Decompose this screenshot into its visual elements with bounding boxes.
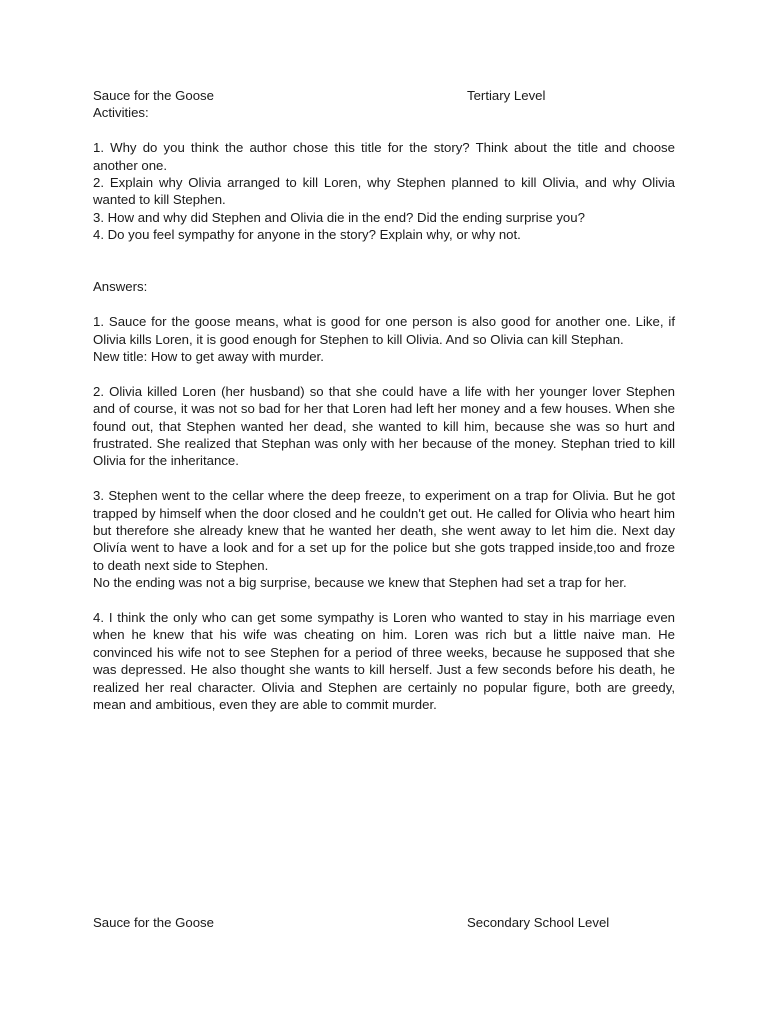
- activity-item: 2. Explain why Olivia arranged to kill Loren, why Stephen planned to kill Olivia, and why Olivia wanted to kill Stephen.: [93, 175, 675, 208]
- next-section-header: [93, 914, 675, 931]
- answers-heading: Answers:: [93, 279, 148, 295]
- answer-4: 4. I think the only who can get some sympathy is Loren who wanted to stay in his marriage even when he knew that his wife was cheating on him. Loren was rich but a little naive man. He convinced his wife not to see Stephen for a period of three weeks, because he supposed that she was depressed. He also thought she wants to kill herself. Just a few seconds before his death, he realized her real character. Olivia and Stephen are certainly no popular figure, both are greedy, mean and ambitious, even they are able to commit murder.: [93, 610, 675, 713]
- answer-3: 3. Stephen went to the cellar where the deep freeze, to experiment on a trap for Olivia. But he got trapped by himself when the door closed and he couldn't get out. He called for Olivia who heart him but therefore she already knew that he wanted her death, she went away to let him die. Next day Olivía went to have a look and for a set up for the police but she gots trapped inside,too and froze to death next side to Stephen.: [93, 488, 675, 573]
- footer-title: Sauce for the Goose: [93, 915, 214, 930]
- answer-3-ending: No the ending was not a big surprise, because we knew that Stephen had set a trap for her.: [93, 575, 627, 591]
- document-title: Sauce for the Goose: [93, 88, 214, 103]
- activity-item: 3. How and why did Stephen and Olivia die in the end? Did the ending surprise you?: [93, 209, 585, 225]
- footer-level-label: Secondary School Level: [467, 915, 610, 930]
- activities-heading: Activities:: [93, 105, 149, 121]
- answer-1-new-title: New title: How to get away with murder.: [93, 349, 324, 365]
- answer-1: 1. Sauce for the goose means, what is good for one person is also good for another one. Like, if Olivia kills Loren, it is good enough for Stephen to kill Olivia. And so Olivia can kill Stephan.: [93, 314, 675, 347]
- level-label: Tertiary Level: [467, 88, 546, 103]
- activity-item: 1. Why do you think the author chose this title for the story? Think about the title and choose another one.: [93, 140, 675, 173]
- document-body: [93, 87, 675, 714]
- activity-item: 4. Do you feel sympathy for anyone in the story? Explain why, or why not.: [93, 227, 521, 243]
- document-header: [93, 87, 675, 104]
- answer-2: 2. Olivia killed Loren (her husband) so that she could have a life with her younger lover Stephen and of course, it was not so bad for her that Loren had left her money and a few houses. When she found out, that Stephen wanted her dead, she wanted to kill him, because she was so hurt and frustrated. She realized that Stephan was only with her because of the money. Stephan tried to kill Olivia for the inheritance.: [93, 383, 675, 469]
